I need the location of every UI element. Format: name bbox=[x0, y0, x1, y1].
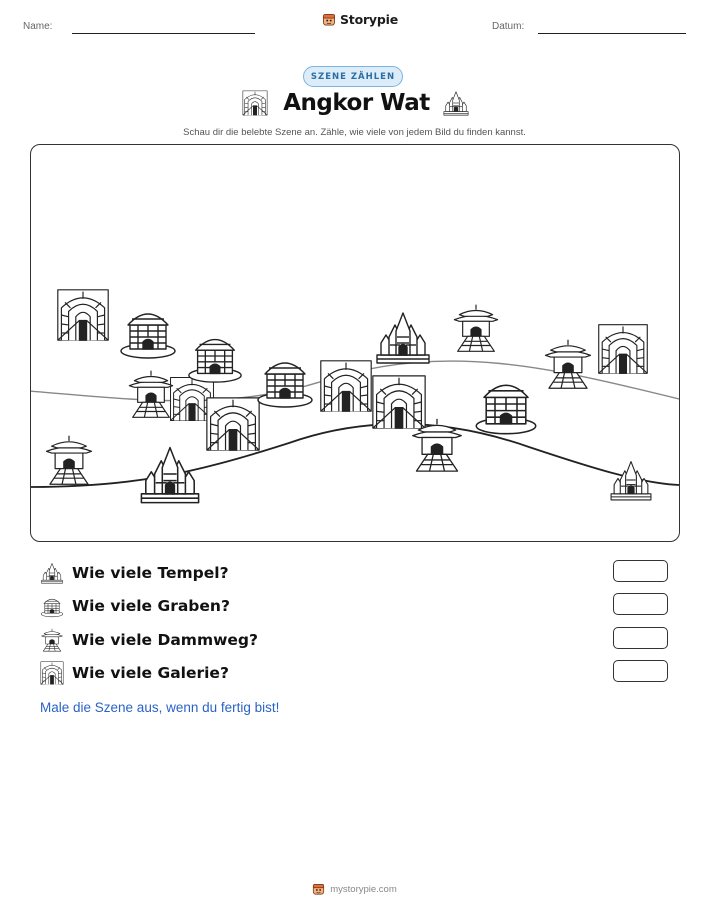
question-temple bbox=[40, 559, 229, 587]
moat-tower-icon bbox=[477, 386, 536, 434]
brand-name: Storypie bbox=[340, 12, 398, 27]
page-title: Angkor Wat bbox=[283, 90, 430, 116]
temple-icon bbox=[40, 561, 64, 585]
storypie-logo-icon bbox=[312, 882, 325, 896]
activity-badge: SZENE ZÄHLEN bbox=[303, 66, 403, 87]
gallery-corridor-icon bbox=[40, 661, 64, 685]
causeway-gate-icon bbox=[47, 436, 92, 485]
causeway-gate-icon bbox=[455, 305, 498, 352]
question-moat bbox=[40, 592, 230, 620]
question-text: Wie viele Galerie? bbox=[72, 664, 229, 682]
moat-tower-icon bbox=[121, 314, 175, 358]
brand-logo bbox=[322, 12, 398, 27]
date-label: Datum: bbox=[492, 21, 525, 32]
gallery-corridor-icon bbox=[599, 325, 648, 374]
storypie-logo-icon bbox=[322, 12, 336, 27]
question-text: Wie viele Tempel? bbox=[72, 564, 229, 582]
counting-scene bbox=[30, 144, 680, 542]
scene-drawing bbox=[30, 144, 679, 541]
answer-box-gallery[interactable] bbox=[613, 660, 668, 682]
name-line[interactable] bbox=[72, 33, 255, 34]
gallery-corridor-icon bbox=[207, 398, 259, 450]
coloring-instruction: Male die Szene aus, wenn du fertig bist! bbox=[40, 700, 280, 715]
causeway-gate-icon bbox=[546, 340, 591, 389]
instructions: Schau dir die belebte Szene an. Zähle, wie viele von jedem Bild du finden kannst. bbox=[183, 127, 526, 138]
question-text: Wie viele Dammweg? bbox=[72, 631, 259, 649]
title-row bbox=[0, 89, 709, 117]
date-line[interactable] bbox=[538, 33, 686, 34]
temple-icon bbox=[142, 448, 199, 503]
temple-icon bbox=[611, 462, 651, 500]
question-causeway bbox=[40, 626, 258, 654]
moat-tower-icon bbox=[258, 363, 312, 407]
answer-box-causeway[interactable] bbox=[613, 627, 668, 649]
causeway-gate-icon bbox=[130, 371, 173, 418]
name-label: Name: bbox=[23, 21, 53, 32]
site-url[interactable]: mystorypie.com bbox=[330, 883, 397, 895]
answer-box-moat[interactable] bbox=[613, 593, 668, 615]
gallery-corridor-icon bbox=[239, 90, 271, 116]
question-gallery bbox=[40, 659, 229, 687]
moat-tower-icon bbox=[189, 340, 241, 383]
hill-line bbox=[30, 424, 679, 487]
moat-tower-icon bbox=[40, 594, 64, 618]
question-text: Wie viele Graben? bbox=[72, 597, 230, 615]
temple-icon bbox=[442, 89, 470, 117]
answer-box-temple[interactable] bbox=[613, 560, 668, 582]
temple-icon bbox=[377, 313, 429, 363]
footer-site bbox=[0, 882, 709, 896]
gallery-corridor-icon bbox=[58, 290, 108, 340]
gallery-corridor-icon bbox=[373, 376, 425, 428]
gallery-corridor-icon bbox=[321, 361, 371, 411]
causeway-gate-icon bbox=[40, 628, 64, 652]
